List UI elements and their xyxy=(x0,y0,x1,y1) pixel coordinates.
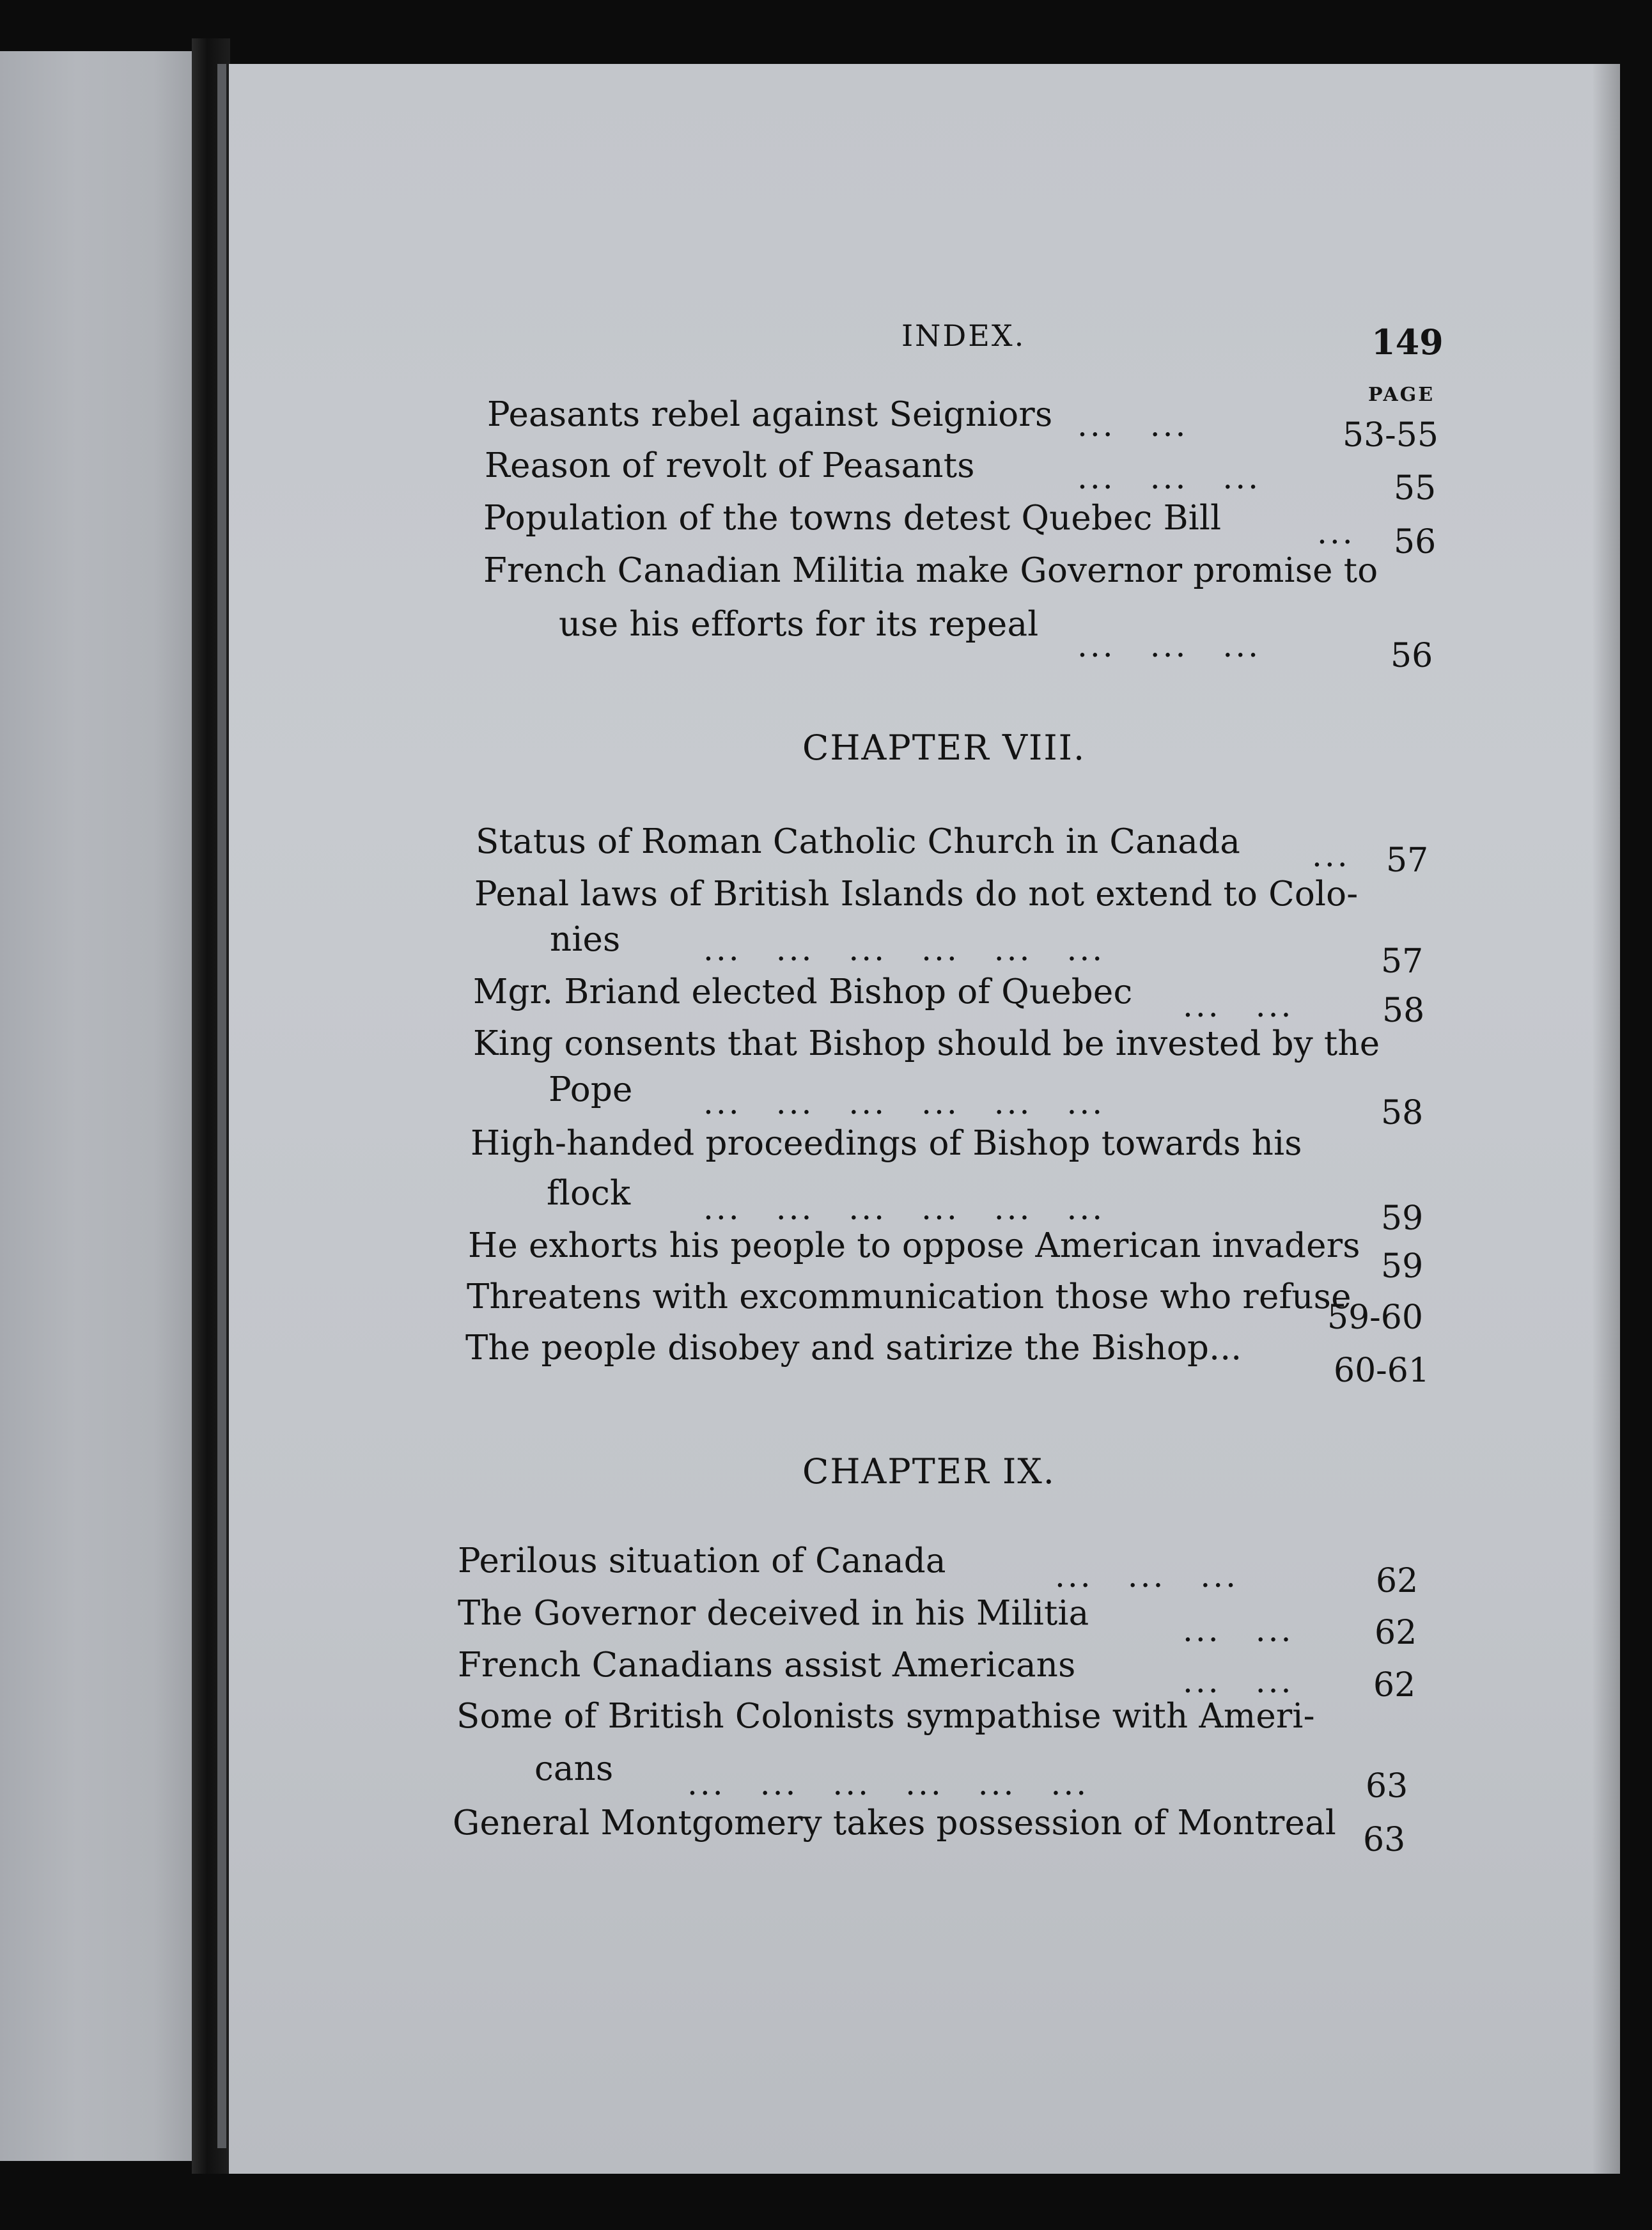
index-entry: General Montgomery takes possession of Montreal xyxy=(453,1804,1337,1843)
previous-page-edge xyxy=(0,51,192,2161)
index-page-ref: 63 xyxy=(1366,1767,1408,1805)
index-page-ref: 53-55 xyxy=(1343,416,1438,455)
index-page-ref: 58 xyxy=(1382,992,1425,1030)
index-page-ref: 60-61 xyxy=(1334,1352,1430,1390)
index-entry-continuation: Pope xyxy=(549,1070,633,1109)
index-page-ref: 56 xyxy=(1391,637,1433,675)
index-entry: Threatens with excommunication those who refuse xyxy=(467,1277,1352,1316)
index-page-ref: 57 xyxy=(1381,942,1424,981)
index-entry: French Canadian Militia make Governor promise to xyxy=(483,551,1378,590)
index-page-ref: 56 xyxy=(1394,523,1437,561)
leader-dots: ... ... xyxy=(1077,407,1188,444)
index-page-ref: 59-60 xyxy=(1327,1298,1423,1337)
index-entry: The people disobey and satirize the Bishop... xyxy=(465,1329,1242,1368)
leader-dots: ... ... ... ... ... ... xyxy=(703,1190,1105,1227)
page-number: 149 xyxy=(1371,322,1444,363)
index-page-ref: 55 xyxy=(1394,469,1437,508)
index-entry-continuation: nies xyxy=(550,920,621,959)
chapter-heading: CHAPTER IX. xyxy=(802,1451,1056,1492)
index-page-ref: 59 xyxy=(1381,1199,1424,1238)
leader-dots: ... ... xyxy=(1183,1663,1294,1700)
index-entry: Reason of revolt of Peasants xyxy=(485,446,975,485)
index-entry: King consents that Bishop should be invested by the xyxy=(473,1024,1380,1063)
running-head: INDEX. xyxy=(901,318,1026,353)
leader-dots: ... xyxy=(1312,837,1350,874)
index-entry-continuation: cans xyxy=(534,1749,614,1788)
index-entry-continuation: flock xyxy=(547,1174,631,1213)
index-page-ref: 63 xyxy=(1363,1821,1406,1859)
page-column-heading: PAGE xyxy=(1368,384,1435,406)
index-entry: Mgr. Briand elected Bishop of Quebec xyxy=(473,972,1133,1011)
index-entry: He exhorts his people to oppose American invaders xyxy=(468,1226,1360,1265)
leader-dots: ... ... ... ... ... ... xyxy=(687,1765,1089,1802)
leader-dots: ... ... ... ... ... ... xyxy=(703,931,1105,968)
leader-dots: ... xyxy=(1317,514,1355,551)
index-page-ref: 62 xyxy=(1373,1666,1416,1704)
page-shadow xyxy=(1592,64,1620,2174)
index-entry: Perilous situation of Canada xyxy=(458,1541,946,1580)
index-page-ref: 58 xyxy=(1381,1094,1424,1132)
index-entry: High-handed proceedings of Bishop towards his xyxy=(471,1124,1302,1163)
leader-dots: ... ... xyxy=(1183,987,1294,1024)
index-entry: Peasants rebel against Seigniors xyxy=(487,395,1053,434)
leader-dots: ... ... ... xyxy=(1055,1557,1239,1595)
index-page-ref: 59 xyxy=(1381,1247,1424,1286)
index-page-ref: 57 xyxy=(1386,841,1429,880)
leader-dots: ... ... ... ... ... ... xyxy=(703,1084,1105,1121)
page-edge xyxy=(217,64,226,2148)
index-page-ref: 62 xyxy=(1375,1614,1417,1652)
leader-dots: ... ... ... xyxy=(1077,459,1261,496)
index-entry: Some of British Colonists sympathise with Ameri- xyxy=(456,1697,1315,1736)
index-entry: Population of the towns detest Quebec Bill xyxy=(483,499,1222,538)
index-entry: Status of Roman Catholic Church in Canada xyxy=(476,822,1240,861)
index-entry: The Governor deceived in his Militia xyxy=(458,1594,1089,1633)
leader-dots: ... ... ... xyxy=(1077,627,1261,664)
leader-dots: ... ... xyxy=(1183,1612,1294,1649)
index-entry: Penal laws of British Islands do not extend to Colo- xyxy=(474,875,1359,914)
chapter-heading: CHAPTER VIII. xyxy=(802,728,1086,768)
index-page-ref: 62 xyxy=(1376,1562,1419,1600)
index-entry: French Canadians assist Americans xyxy=(458,1646,1076,1685)
index-entry-continuation: use his efforts for its repeal xyxy=(559,605,1039,644)
